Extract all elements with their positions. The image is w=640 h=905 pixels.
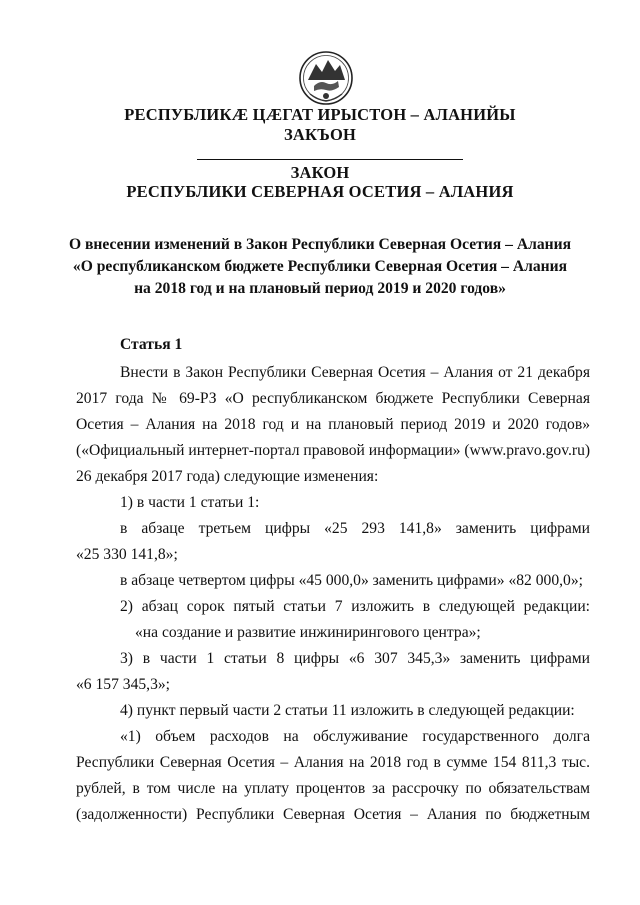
article-line: Внести в Закон Республики Северная Осетия – Алания от 21 декабря xyxy=(120,364,590,381)
title-line-1: О внесении изменений в Закон Республики Северная Осетия – Алания xyxy=(68,236,572,253)
article-line: (задолженности) Республики Северная Осетия – Алания по бюджетным xyxy=(76,806,590,823)
title-line-2: «О республиканском бюджете Республики Северная Осетия – Алания xyxy=(72,258,568,275)
header-republic: РЕСПУБЛИКИ СЕВЕРНАЯ ОСЕТИЯ – АЛАНИЯ xyxy=(126,182,514,201)
article-line: 2) абзац сорок пятый статьи 7 изложить в следующей редакции: xyxy=(120,598,590,615)
coat-of-arms-icon xyxy=(298,50,354,106)
header-ossetian-law: ЗАКЪОН xyxy=(283,125,357,144)
article-line: «6 157 345,3»; xyxy=(76,676,170,693)
article-line: 3) в части 1 статьи 8 цифры «6 307 345,3» заменить цифрами xyxy=(120,650,590,667)
article-line: «на создание и развитие инжинирингового центра»; xyxy=(135,624,481,641)
article-line: («Официальный интернет-портал правовой информации» (www.pravo.gov.ru) xyxy=(76,442,591,459)
article-heading: Статья 1 xyxy=(120,336,183,353)
header-law: ЗАКОН xyxy=(290,163,350,182)
article-line: «25 330 141,8»; xyxy=(76,546,178,563)
title-line-3: на 2018 год и на плановый период 2019 и 2020 годов» xyxy=(134,280,506,297)
article-line: 2017 года № 69-РЗ «О республиканском бюджете Республики Северная xyxy=(76,390,590,407)
article-line: «1) объем расходов на обслуживание государственного долга xyxy=(120,728,590,745)
article-line: рублей, в том числе на уплату процентов за рассрочку по обязательствам xyxy=(76,780,590,797)
article-line: 1) в части 1 статьи 1: xyxy=(120,494,260,511)
article-line: Республики Северная Осетия – Алания на 2018 год в сумме 154 811,3 тыс. xyxy=(76,754,590,771)
header-ossetian-republic: РЕСПУБЛИКÆ ЦÆГАТ ИРЫСТОН – АЛАНИЙЫ xyxy=(124,105,516,124)
header-divider xyxy=(197,159,463,160)
article-line: 26 декабря 2017 года) следующие изменения: xyxy=(76,468,379,485)
article-line: в абзаце третьем цифры «25 293 141,8» заменить цифрами xyxy=(120,520,590,537)
article-line: Осетия – Алания на 2018 год и на плановый период 2019 и 2020 годов» xyxy=(76,416,590,433)
article-line: 4) пункт первый части 2 статьи 11 изложить в следующей редакции: xyxy=(120,702,575,719)
article-line: в абзаце четвертом цифры «45 000,0» заменить цифрами» «82 000,0»; xyxy=(120,572,583,589)
